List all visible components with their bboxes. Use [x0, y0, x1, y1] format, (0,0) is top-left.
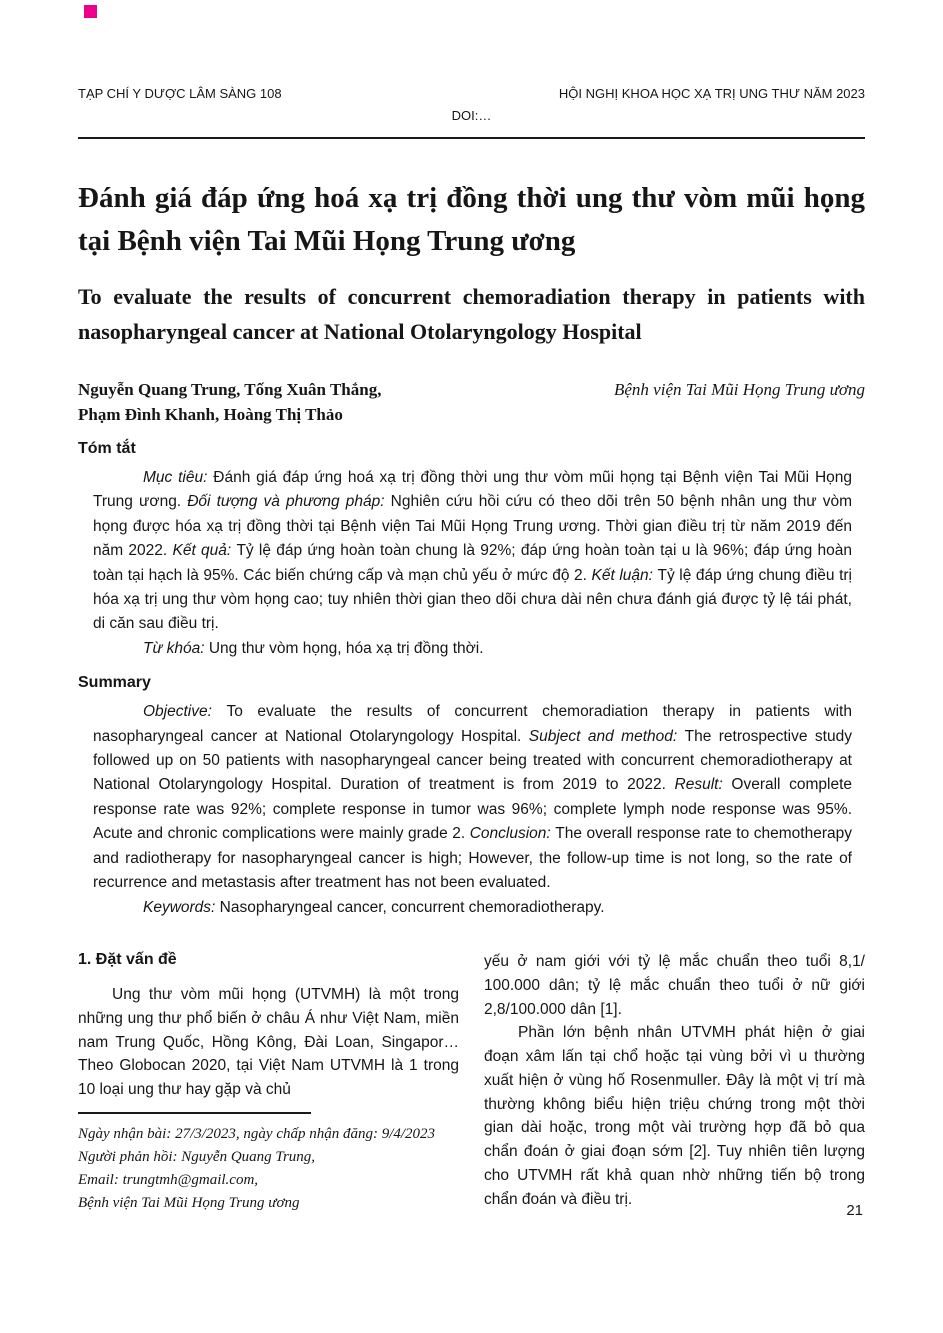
abstract-en-text — [93, 700, 852, 895]
author-line: Nguyễn Quang Trung, Tống Xuân Thắng, — [78, 380, 382, 399]
footnote-email-line: Email: trungtmh@gmail.com, — [78, 1171, 259, 1188]
text-segment: Mục tiêu: — [143, 469, 214, 486]
footnote-received-line: Ngày nhận bài: 27/3/2023, ngày chấp nhận đăng: 9/4/2023 — [78, 1125, 436, 1142]
author-line: Phạm Đình Khanh, Hoàng Thị Thảo — [78, 405, 343, 424]
abstract-vi-heading: Tóm tắt — [78, 440, 136, 457]
footnote-correspondence-line: Người phản hồi: Nguyễn Quang Trung, — [78, 1148, 316, 1165]
article-title-en: To evaluate the results of concurrent chemoradiation therapy in patients with nasopharyngeal cancer at National Otolaryngology Hospital — [78, 284, 865, 344]
text-segment: Result: — [674, 776, 732, 794]
text-segment: Đánh giá đáp ứng hoá xạ trị đồng thời ung thư vòm mũi họng tại Bệnh viện Tai Mũi Họng Trung ương. — [93, 469, 853, 511]
text-segment: Conclusion: — [469, 825, 556, 843]
text-segment: Nghiên cứu hồi cứu có theo dõi trên 50 bệnh nhân ung thư vòm họng được hóa xạ trị đồng thời tại Bệnh viện Tai Mũi Họng Trung ương. Thời gian điều trị từ năm 2019 đến năm 2022. — [93, 493, 852, 560]
footnote-affiliation-line: Bệnh viện Tai Mũi Họng Trung ương — [78, 1194, 300, 1211]
text-segment: Overall complete response rate was 92%; complete response in tumor was 96%; complete lymph node response was 95%. Acute and chronic complications were mainly grade 2. — [93, 776, 852, 843]
right-column — [484, 950, 865, 1215]
intro-paragraph-left: Ung thư vòm mũi họng (UTVMH) là một trong những ung thư phổ biến ở châu Á như Việt Nam, miền nam Trung Quốc, Hồng Kông, Đài Loan, Singapor… Theo Globocan 2020, tại Việt Nam UTVMH là 1 trong 10 loại ung thư hay gặp và chủ — [78, 985, 459, 1099]
text-segment: Subject and method: — [528, 727, 685, 745]
article-title-vi: Đánh giá đáp ứng hoá xạ trị đồng thời ung thư vòm mũi họng tại Bệnh viện Tai Mũi Họng Trung ương — [78, 182, 865, 257]
conference-name: HỘI NGHỊ KHOA HỌC XẠ TRỊ UNG THƯ NĂM 2023 — [558, 86, 865, 101]
text-segment: Tỷ lệ đáp ứng chung điều trị hóa xạ trị ung thư vòm họng cao; tuy nhiên thời gian theo dõi chưa dài nên chưa đánh giá được tỷ lệ tái phát, di căn sau điều trị. — [93, 566, 852, 633]
text-segment: Từ khóa: — [143, 639, 209, 657]
journal-name: TẠP CHÍ Y DƯỢC LÂM SÀNG 108 — [78, 86, 282, 101]
magenta-marker — [84, 5, 97, 18]
text-segment: Keywords: — [143, 898, 220, 916]
text-segment: Tỷ lệ đáp ứng hoàn toàn chung là 92%; đáp ứng hoàn toàn tại u là 96%; đáp ứng hoàn toàn tại hạch là 95%. Các biến chứng cấp và mạn chủ yếu ở mức độ 2. — [93, 542, 853, 584]
text-segment: The overall response rate to chemotherapy and radiotherapy for nasopharyngeal cancer is high; However, the follow-up time is not long, so the rate of recurrence and metastasis after treatment has not been evaluated. — [93, 825, 852, 892]
section-1-heading: 1. Đặt vấn đề — [78, 950, 177, 968]
abstract-vi — [93, 466, 852, 661]
text-segment: Kết quả: — [172, 542, 237, 560]
affiliation: Bệnh viện Tai Mũi Họng Trung ương — [614, 380, 865, 399]
page-header — [78, 86, 865, 102]
abstract-vi-text — [93, 466, 852, 637]
footnote-block — [78, 1112, 436, 1215]
text-segment: Objective: — [143, 703, 227, 721]
text-segment: To evaluate the results of concurrent chemoradiation therapy in patients with nasopharyngeal cancer at National Otolaryngology Hospital. — [93, 703, 852, 745]
intro-paragraph-right-continued: yếu ở nam giới với tỷ lệ mắc chuẩn theo tuổi 8,1/ 100.000 dân; tỷ lệ mắc chuẩn theo tuổi ở nữ giới 2,8/100.000 dân [1]. — [484, 952, 865, 1018]
two-column-body — [78, 950, 865, 1215]
text-segment: Ung thư vòm họng, hóa xạ trị đồng thời. — [208, 639, 484, 657]
abstract-en-heading: Summary — [78, 674, 151, 692]
page-number: 21 — [846, 1202, 863, 1219]
text-segment: Đối tượng và phương pháp: — [187, 493, 391, 511]
byline — [78, 377, 865, 427]
intro-paragraph-right-second: Phần lớn bệnh nhân UTVMH phát hiện ở giai đoạn xâm lấn tại chổ hoặc tại vùng bởi vì u thường xuất hiện ở vùng hố Rosenmuller. Đây là một vị trí mà thường không biểu hiện triệu chứng trong một thời gian dài hoặc, trong một vài trường hợp đã bỏ qua chẩn đoán ở giai đoạn sớm [2]. Tuy nhiên tiên lượng cho UTVMH rất khả quan nhờ những tiến bộ trong chẩn đoán và điều trị. — [484, 1024, 865, 1208]
header-rule — [78, 137, 865, 139]
text-segment: The retrospective study followed up on 50 patients with nasopharyngeal cancer being treated with concurrent chemoradiotherapy at National Otolaryngology Hospital. Duration of treatment is from 2019 to 2022. — [93, 727, 852, 794]
left-column — [78, 950, 459, 1215]
abstract-en — [93, 700, 852, 920]
doi-line: DOI:… — [451, 108, 492, 123]
text-segment: Nasopharyngeal cancer, concurrent chemoradiotherapy. — [219, 898, 605, 916]
abstract-en-keywords — [93, 896, 852, 920]
text-segment: Kết luận: — [591, 566, 658, 584]
author-list — [78, 377, 381, 427]
abstract-vi-keywords — [93, 637, 852, 661]
